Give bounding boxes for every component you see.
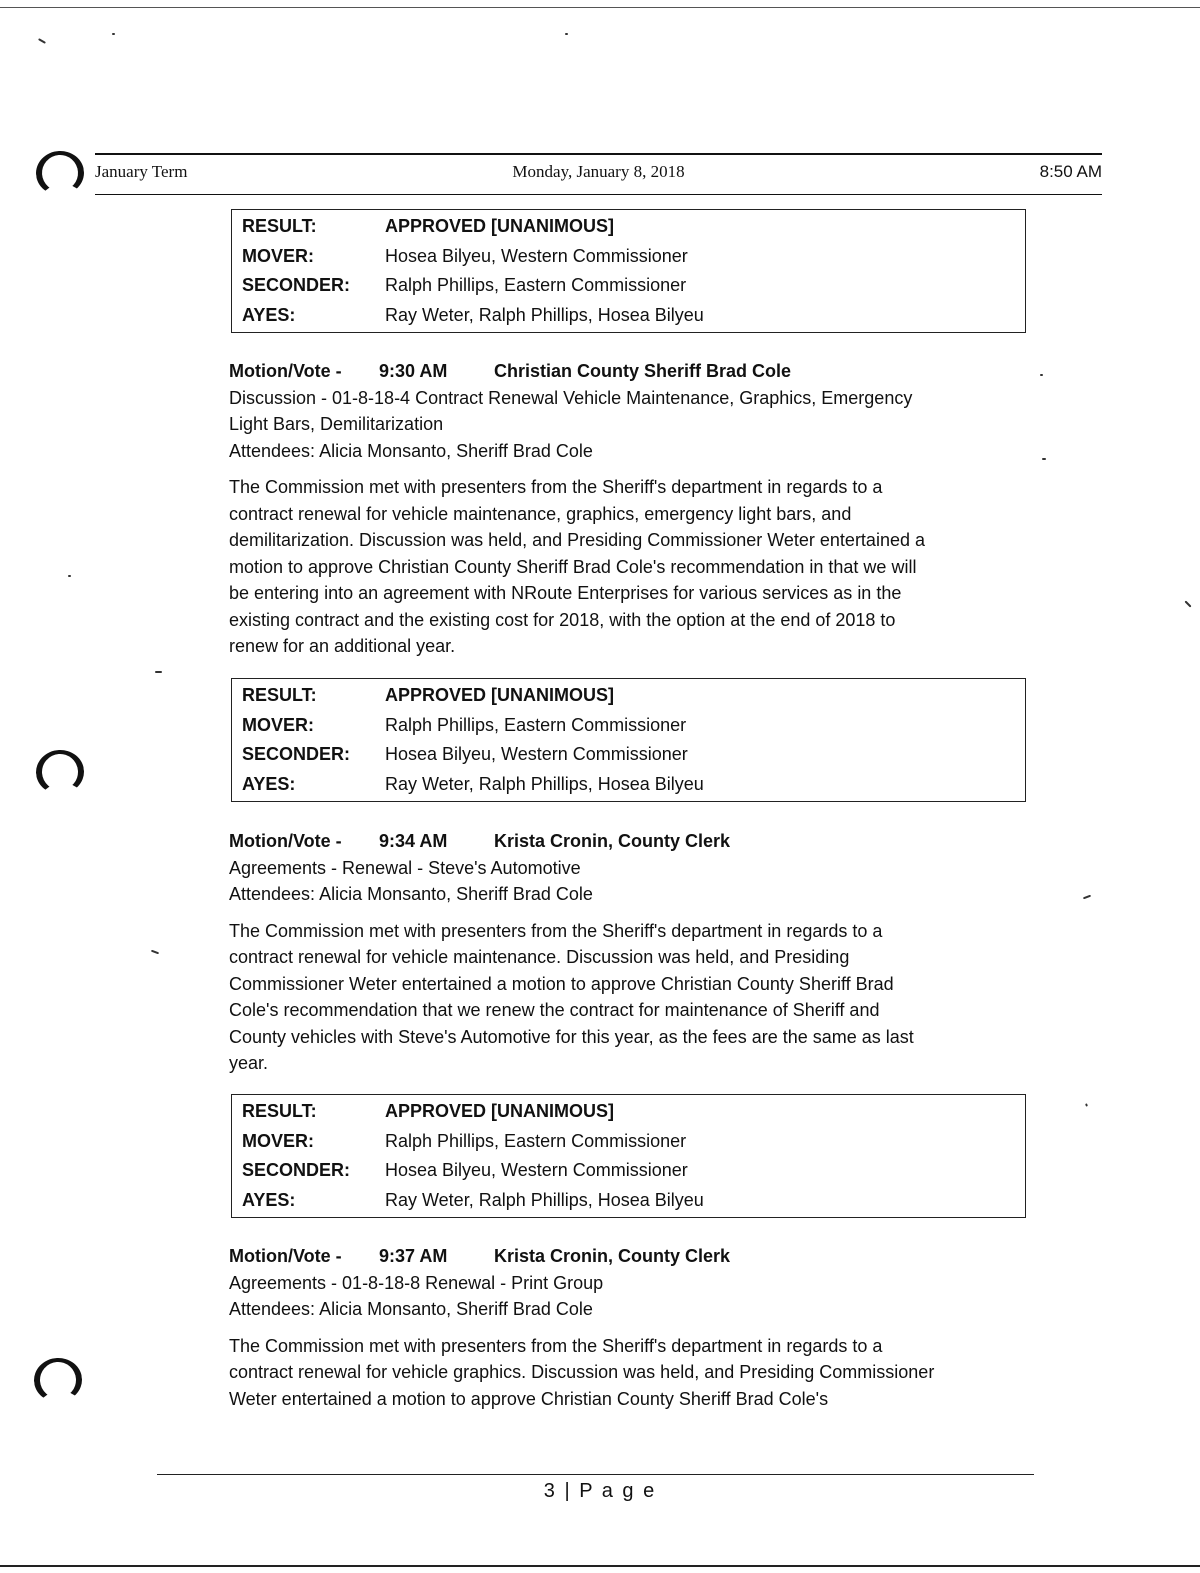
body-line: motion to approve Christian County Sheriff Brad Cole's recommendation in that we will [229, 556, 917, 577]
body-line: Weter entertained a motion to approve Christian County Sheriff Brad Cole's [229, 1388, 829, 1409]
binder-hole-icon [35, 149, 86, 196]
motion-subject: Agreements - 01-8-18-8 Renewal - Print Group [229, 1272, 604, 1293]
vote-row-mover [232, 242, 1025, 272]
motion-presenter: Krista Cronin, County Clerk [494, 1246, 731, 1266]
result-value: APPROVED [UNANIMOUS] [385, 216, 615, 236]
mover-label: MOVER: [242, 1130, 314, 1151]
motion-presenter: Christian County Sheriff Brad Cole [494, 361, 792, 381]
scan-speck [38, 38, 46, 44]
vote-row-ayes [232, 1186, 1025, 1216]
mover-value: Ralph Phillips, Eastern Commissioner [385, 714, 687, 735]
body-line: The Commission met with presenters from the Sheriff's department in regards to a [229, 1335, 883, 1356]
motion-subject: Light Bars, Demilitarization [229, 414, 444, 434]
result-value: APPROVED [UNANIMOUS] [385, 685, 615, 705]
body-line: be entering into an agreement with NRoute Enterprises for various services as in the [229, 583, 902, 603]
scan-speck [155, 671, 162, 673]
vote-row-seconder [232, 740, 1025, 770]
motion-heading [229, 1243, 1029, 1270]
result-value: APPROVED [UNANIMOUS] [385, 1101, 615, 1121]
result-label: RESULT: [242, 685, 317, 705]
vote-row-seconder [232, 271, 1025, 301]
motion-label: Motion/Vote - [229, 1246, 342, 1266]
vote-result-table [231, 209, 1026, 333]
seconder-label: SECONDER: [242, 744, 351, 764]
body-line: renew for an additional year. [229, 636, 456, 656]
vote-row-ayes [232, 770, 1025, 800]
page-header [95, 162, 1102, 186]
header-rule [95, 153, 1102, 155]
body-line: Commissioner Weter entertained a motion to approve Christian County Sheriff Brad [229, 973, 894, 994]
body-line: contract renewal for vehicle graphics. Discussion was held, and Presiding Commissioner [229, 1362, 935, 1382]
motion-section [229, 358, 1029, 660]
motion-presenter: Krista Cronin, County Clerk [494, 831, 731, 851]
ayes-value: Ray Weter, Ralph Phillips, Hosea Bilyeu [385, 773, 704, 794]
ayes-label: AYES: [242, 304, 296, 325]
binder-hole-icon [35, 748, 86, 795]
body-line: contract renewal for vehicle maintenance. Discussion was held, and Presiding [229, 947, 850, 967]
header-time: 8:50 AM [1039, 162, 1102, 181]
motion-label: Motion/Vote - [229, 361, 342, 381]
motion-body [229, 474, 1029, 660]
vote-row-result [232, 1097, 1025, 1127]
mover-value: Ralph Phillips, Eastern Commissioner [385, 1130, 687, 1151]
motion-subject: Agreements - Renewal - Steve's Automotive [229, 857, 581, 878]
motion-heading [229, 358, 1029, 385]
ayes-label: AYES: [242, 1189, 296, 1210]
body-line: Cole's recommendation that we renew the contract for maintenance of Sheriff and [229, 1000, 880, 1020]
body-line: demilitarization. Discussion was held, and Presiding Commissioner Weter entertained a [229, 530, 925, 550]
body-line: year. [229, 1053, 269, 1073]
motion-attendees: Attendees: Alicia Monsanto, Sheriff Brad Cole [229, 440, 593, 461]
scan-speck [1184, 600, 1191, 607]
body-line: The Commission met with presenters from the Sheriff's department in regards to a [229, 477, 883, 497]
motion-label: Motion/Vote - [229, 831, 342, 851]
vote-row-ayes [232, 301, 1025, 331]
seconder-value: Ralph Phillips, Eastern Commissioner [385, 275, 687, 295]
scan-speck [1040, 374, 1043, 376]
ayes-value: Ray Weter, Ralph Phillips, Hosea Bilyeu [385, 304, 704, 325]
motion-attendees: Attendees: Alicia Monsanto, Sheriff Brad Cole [229, 884, 593, 904]
scan-edge-top [0, 7, 1200, 8]
scan-speck [565, 33, 568, 35]
motion-attendees: Attendees: Alicia Monsanto, Sheriff Brad Cole [229, 1299, 593, 1319]
mover-label: MOVER: [242, 714, 314, 735]
seconder-value: Hosea Bilyeu, Western Commissioner [385, 744, 688, 764]
result-label: RESULT: [242, 1101, 317, 1121]
body-line: existing contract and the existing cost for 2018, with the option at the end of 2018 to [229, 609, 896, 630]
header-date: Monday, January 8, 2018 [512, 162, 685, 181]
vote-row-seconder [232, 1156, 1025, 1186]
seconder-value: Hosea Bilyeu, Western Commissioner [385, 1160, 688, 1180]
motion-heading [229, 828, 1029, 855]
mover-label: MOVER: [242, 245, 314, 266]
motion-time: 9:30 AM [379, 361, 448, 381]
motion-section [229, 1243, 1029, 1412]
motion-time: 9:37 AM [379, 1246, 448, 1266]
header-rule [95, 194, 1102, 195]
page-number: 3 | P a g e [543, 1480, 657, 1502]
seconder-label: SECONDER: [242, 275, 351, 295]
scan-speck [1042, 458, 1046, 460]
scan-speck [151, 950, 159, 955]
vote-row-mover [232, 711, 1025, 741]
footer-rule [157, 1474, 1034, 1475]
binder-hole-icon [33, 1356, 84, 1403]
motion-time: 9:34 AM [379, 831, 448, 851]
scan-speck [1085, 1103, 1088, 1107]
header-term: January Term [95, 162, 188, 181]
motion-subject: Discussion - 01-8-18-4 Contract Renewal Vehicle Maintenance, Graphics, Emergency [229, 387, 913, 408]
motion-body [229, 1333, 1029, 1413]
scan-speck [112, 33, 115, 35]
vote-row-result [232, 212, 1025, 242]
vote-result-table [231, 1094, 1026, 1218]
body-line: The Commission met with presenters from the Sheriff's department in regards to a [229, 920, 883, 941]
ayes-value: Ray Weter, Ralph Phillips, Hosea Bilyeu [385, 1189, 704, 1210]
result-label: RESULT: [242, 216, 317, 236]
body-line: County vehicles with Steve's Automotive for this year, as the fees are the same as last [229, 1026, 914, 1047]
body-line: contract renewal for vehicle maintenance, graphics, emergency light bars, and [229, 503, 852, 524]
vote-row-result [232, 681, 1025, 711]
scan-edge-bottom [0, 1565, 1200, 1567]
motion-body [229, 918, 1029, 1077]
vote-row-mover [232, 1127, 1025, 1157]
vote-result-table [231, 678, 1026, 802]
ayes-label: AYES: [242, 773, 296, 794]
scan-speck [1083, 895, 1091, 900]
seconder-label: SECONDER: [242, 1160, 351, 1180]
scan-speck [68, 575, 71, 577]
motion-section [229, 828, 1029, 1077]
mover-value: Hosea Bilyeu, Western Commissioner [385, 245, 688, 266]
